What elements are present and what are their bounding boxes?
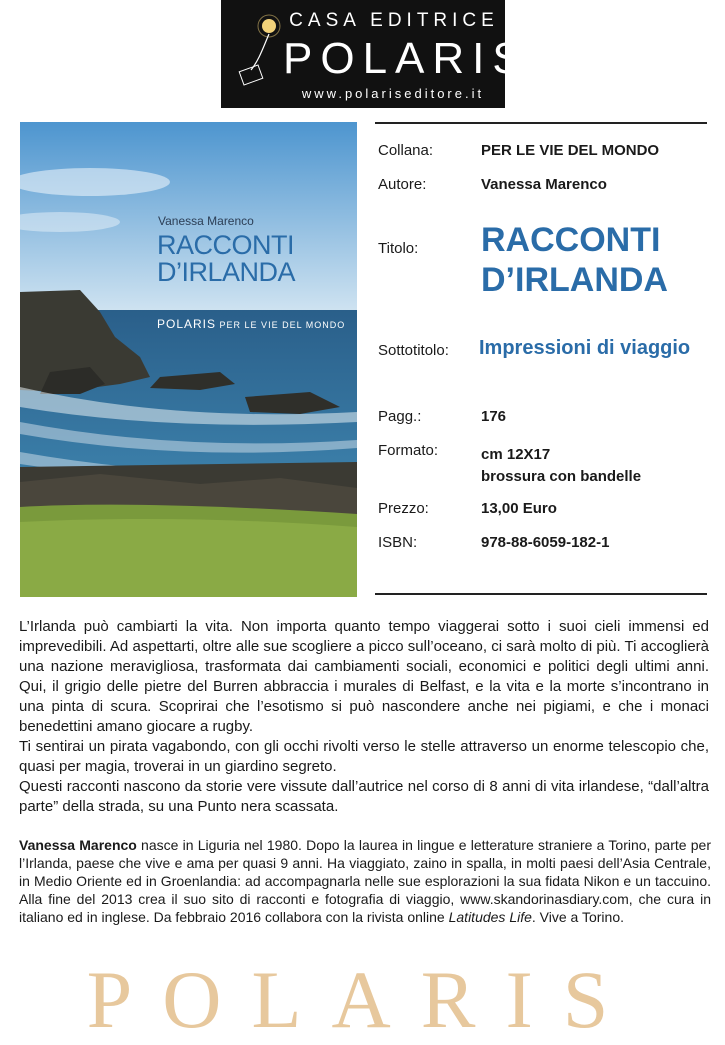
cover-author: Vanessa Marenco xyxy=(158,214,254,228)
cover-photo xyxy=(20,122,357,597)
bio-magazine: Latitudes Life xyxy=(448,909,532,925)
footer-brand: POLARIS xyxy=(86,954,639,1045)
publisher-banner xyxy=(221,0,530,108)
autore-value: Vanessa Marenco xyxy=(481,176,607,193)
cover-series-name: PER LE VIE DEL MONDO xyxy=(219,320,346,330)
casa-editrice-label: CASA EDITRICE xyxy=(289,10,499,31)
bio-text-b: . Vive a Torino. xyxy=(531,909,624,925)
top-divider xyxy=(375,122,707,124)
bio-text-a: nasce in Liguria nel 1980. Dopo la laurea in lingue e letterature straniere a Torino, parte per l’Irlanda, paese che vive e ama per quasi 9 anni. Ha viaggiato, zaino in spalla, in molti paesi dell’Asia Centrale, in Medio Oriente ed in Groenlandia: ad accompagnarla nelle sue esplorazioni la sua fidata Nikon e un taccuino. Alla fine del 2013 crea il suo sito di racconti e fotografia di viaggio, www.skandorinasdiary.com, che cura in italiano ed in inglese. Da febbraio 2016 collabora con la rivista online xyxy=(19,837,712,925)
book-cover xyxy=(20,122,357,597)
prezzo-value: 13,00 Euro xyxy=(481,500,557,517)
pagg-label: Pagg.: xyxy=(378,408,422,425)
cover-title-line1: RACCONTI xyxy=(157,230,294,260)
formato-label: Formato: xyxy=(378,442,439,459)
website-link[interactable]: www.polariseditore.it xyxy=(301,86,485,101)
titolo-line1: RACCONTI xyxy=(481,221,661,259)
bio-author-name: Vanessa Marenco xyxy=(19,837,137,853)
titolo-line2: D’IRLANDA xyxy=(481,261,668,299)
description-paragraph-3: Questi racconti nascono da storie vere vissute dall’autrice nel corso di 8 anni di vita irlandese, “dall’altra parte” della strada, su una Punto nera scassata. xyxy=(19,778,709,815)
book-description xyxy=(19,617,709,817)
book-details xyxy=(375,122,707,595)
sottotitolo-value: Impressioni di viaggio xyxy=(479,337,691,359)
description-paragraph-2: Ti sentirai un pirata vagabondo, con gli occhi rivolti verso le stelle attraverso un enorme telescopio che, quasi per magia, troverai in un giardino segreto. xyxy=(19,738,709,775)
isbn-value: 978-88-6059-182-1 xyxy=(481,534,610,551)
description-paragraph-1: L’Irlanda può cambiarti la vita. Non importa quanto tempo viaggerai sotto i suoi cieli immensi ed imprevedibili. Ad aspettarti, oltre alle sue scogliere a picco sull’oceano, ci sarà molto di più. Ti accoglierà una nazione meravigliosa, trasformata dai cambiamenti sociali, economici e politici degli ultimi anni. Qui, il grigio delle pietre del Burren abbraccia i murales di Belfast, e la vita e la morte s’incontrano in una pinta di scura. Scoprirai che l’esotismo si può nascondere anche nei pigiami, e che i monaci benedettini amano giocare a rugby. xyxy=(19,618,709,735)
bottom-divider xyxy=(375,593,707,595)
formato-value xyxy=(481,444,641,488)
isbn-label: ISBN: xyxy=(378,534,418,551)
cover-title xyxy=(157,232,295,286)
formato-line2: brossura con bandelle xyxy=(481,468,642,485)
author-bio xyxy=(19,836,711,926)
polaris-logo-icon xyxy=(229,8,285,104)
titolo-value xyxy=(481,220,668,300)
formato-line1: cm 12X17 xyxy=(481,446,551,463)
brand-name: POLARIS xyxy=(283,34,530,83)
autore-label: Autore: xyxy=(378,176,427,193)
prezzo-label: Prezzo: xyxy=(378,500,429,517)
sottotitolo-label: Sottotitolo: xyxy=(378,342,449,359)
pagg-value: 176 xyxy=(481,408,507,425)
collana-value: PER LE VIE DEL MONDO xyxy=(481,142,660,159)
cover-title-line2: D’IRLANDA xyxy=(157,257,296,287)
collana-label: Collana: xyxy=(378,142,434,159)
cover-series xyxy=(157,317,345,331)
cover-series-brand: POLARIS xyxy=(157,317,217,331)
titolo-label: Titolo: xyxy=(378,240,419,257)
